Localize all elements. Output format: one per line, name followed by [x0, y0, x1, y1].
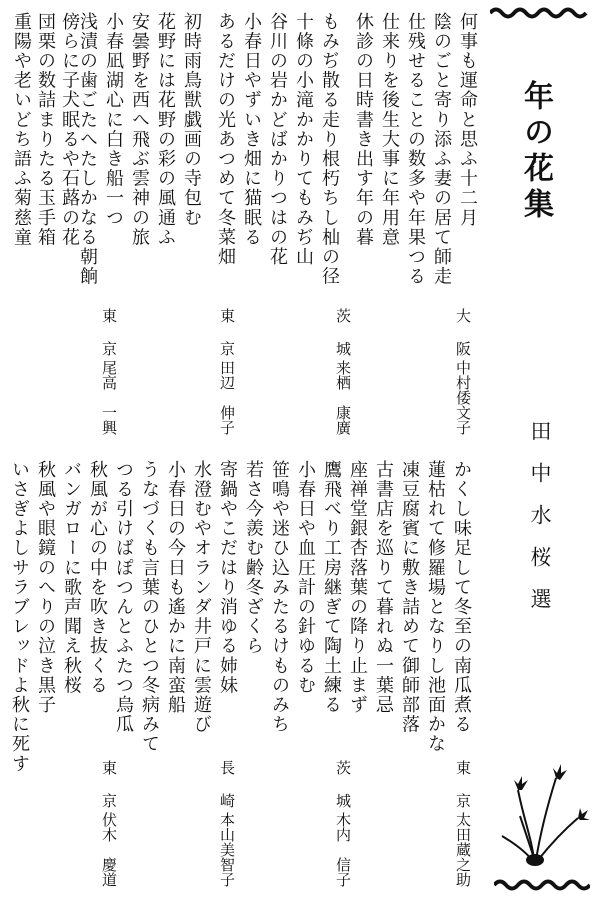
- poem-line: 笹鳴や迷ひ込みたるけものみち: [269, 460, 290, 735]
- poem-line: 何事も運命と思ふ十二月: [457, 12, 478, 228]
- poem-line: 陰のごと寄り添ふ妻の居て師走: [431, 12, 452, 287]
- poem-line: 傍らに子犬眠るや石蕗の花: [59, 12, 80, 248]
- poem-line: 小春凪湖心に白き船一つ: [103, 12, 124, 228]
- credit-author: 木内 信子: [334, 812, 352, 887]
- poem-line: 若さ今羨む齢冬ざくら: [243, 460, 264, 656]
- credit-place: 東 京: [218, 308, 236, 356]
- poem-line: 小春日や血圧計の針ゆるむ: [295, 460, 316, 696]
- poem-line: 花野には花野の彩の風通ふ: [155, 12, 176, 248]
- poem-line: 蓮枯れて修羅場となりし池面かな: [425, 460, 446, 754]
- wavy-rule-icon: [490, 6, 590, 20]
- credit-author: 中村倭文子: [454, 360, 472, 435]
- poem-line: 寄鍋やこだはり消ゆる姉妹: [217, 460, 238, 696]
- credit-author: 来栖 康廣: [334, 360, 352, 435]
- credit-author: 本山美智子: [218, 812, 236, 887]
- poem-line: うなづくも言葉のひとつ冬病みて: [139, 460, 160, 754]
- poem-line: 団栗の数詰まりたる玉手箱: [35, 12, 56, 248]
- poem-line: つる引けばぽつんとふたつ烏瓜: [113, 460, 134, 735]
- poem-line: 鷹飛べり工房継ぎて陶土練る: [321, 460, 342, 715]
- credit-place: 茨 城: [334, 760, 352, 808]
- poem-line: 古書店を巡りて暮れぬ一葉忌: [373, 460, 394, 715]
- credit-author: 尾高 一興: [100, 360, 118, 435]
- poem-line: 小春日やずいき畑に猫眠る: [241, 12, 262, 248]
- poem-line: 仕残せることの数多や年果つる: [405, 12, 426, 287]
- poem-line: バンガローに歌声聞え秋桜: [61, 460, 82, 696]
- credit-author: 伏木 慶道: [100, 812, 118, 887]
- page-title: 年の花集: [518, 80, 553, 224]
- poem-line: 仕来りを後生大事に年用意: [379, 12, 400, 248]
- credit-place: 茨 城: [334, 308, 352, 356]
- poem-line: 浅漬の歯ごたへたしかなる朝餉: [77, 12, 98, 287]
- poem-line: 谷川の岩かどばかりつはの花: [267, 12, 288, 267]
- poem-line: 安曇野を西へ飛ぶ雲神の旅: [129, 12, 150, 248]
- credit-author: 太田蔵之助: [454, 812, 472, 887]
- poem-line: 休診の日時書き出す年の暮: [353, 12, 374, 248]
- poem-line: 重陽や老いどち語ふ菊慈童: [11, 12, 32, 248]
- poem-line: 秋風や眼鏡のへりの泣き黒子: [35, 460, 56, 715]
- credit-place: 長 崎: [218, 760, 236, 808]
- flower-plant-icon: [494, 760, 590, 870]
- credit-author: 田辺 伸子: [218, 360, 236, 435]
- poem-line: 小春日の今日も遙かに南蛮船: [165, 460, 186, 715]
- poem-line: あるだけの光あつめて冬菜畑: [215, 12, 236, 267]
- poem-line: 凍豆腐賓に敷き詰めて御師部落: [399, 460, 420, 735]
- poem-line: かくし味足して冬至の南瓜煮る: [451, 460, 472, 735]
- wavy-rule-icon: [494, 878, 590, 892]
- credit-place: 東 京: [100, 308, 118, 356]
- credit-place: 東 京: [454, 760, 472, 808]
- poem-line: 水澄むやオランダ井戸に雲遊び: [191, 460, 212, 735]
- poem-line: いさぎよしサラブレッドよ秋に死す: [9, 460, 30, 774]
- poem-line: 座禅堂銀杏落葉の降り止まず: [347, 460, 368, 715]
- poem-line: 秋風が心の中を吹き抜くる: [87, 460, 108, 696]
- credit-place: 大 阪: [454, 308, 472, 356]
- poem-line: 十條の小滝かかりてもみぢ山: [293, 12, 314, 267]
- credit-place: 東 京: [100, 760, 118, 808]
- selector-name: 田中水桜選: [528, 420, 552, 630]
- poem-line: もみぢ散る走り根朽ちし杣の径: [319, 12, 340, 287]
- poem-line: 初時雨鳥獣戯画の寺包む: [181, 12, 202, 228]
